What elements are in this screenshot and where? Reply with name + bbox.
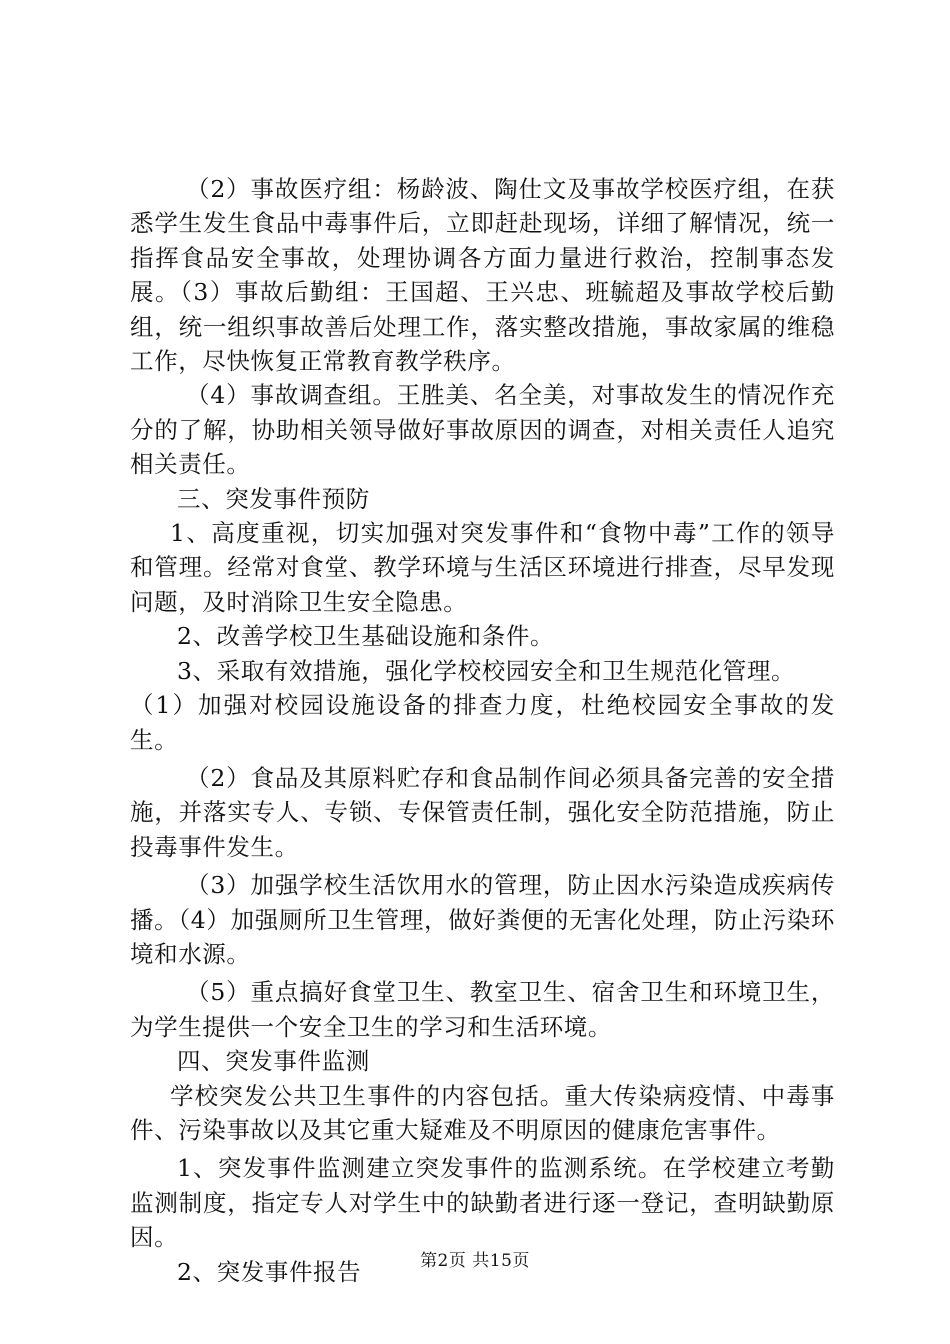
section-heading-prevention: 三、突发事件预防 xyxy=(177,484,370,513)
page-number-footer: 第2页 共15页 xyxy=(420,1251,530,1271)
document-body xyxy=(130,172,835,1289)
paragraph-prevention-3-item-5: （5）重点搞好食堂卫生、教室卫生、宿舍卫生和环境卫生，为学生提供一个安全卫生的学习和生活环境。 xyxy=(130,978,835,1041)
paragraph-prevention-3-item-1: （1）加强对校园设施设备的排查力度，杜绝校园安全事故的发生。 xyxy=(130,691,835,754)
paragraph-investigation-team: （4）事故调查组。王胜美、名全美，对事故发生的情况作充分的了解，协助相关领导做好事故原因的调查，对相关责任人追究相关责任。 xyxy=(130,381,835,479)
paragraph-monitoring-intro: 学校突发公共卫生事件的内容包括。重大传染病疫情、中毒事件、污染事故以及其它重大疑难及不明原因的健康危害事件。 xyxy=(130,1081,835,1144)
paragraph-monitoring-2: 2、突发事件报告 xyxy=(177,1257,362,1286)
paragraph-prevention-3: 3、采取有效措施，强化学校校园安全和卫生规范化管理。 xyxy=(177,656,796,685)
section-heading-monitoring: 四、突发事件监测 xyxy=(177,1047,370,1076)
paragraph-monitoring-1: 1、突发事件监测建立突发事件的监测系统。在学校建立考勤监测制度，指定专人对学生中的缺勤者进行逐一登记，查明缺勤原因。 xyxy=(130,1154,835,1252)
paragraph-prevention-2: 2、改善学校卫生基础设施和条件。 xyxy=(177,622,555,651)
paragraph-prevention-3-item-2: （2）食品及其原料贮存和食品制作间必须具备完善的安全措施，并落实专人、专锁、专保管责任制，强化安全防范措施，防止投毒事件发生。 xyxy=(130,763,835,861)
paragraph-medical-logistics-teams: （2）事故医疗组：杨龄波、陶仕文及事故学校医疗组，在获悉学生发生食品中毒事件后，立即赶赴现场，详细了解情况，统一指挥食品安全事故，处理协调各方面力量进行救治，控制事态发展。（3）事故后勤组：王国超、王兴忠、班毓超及事故学校后勤组，统一组织事故善后处理工作，落实整改措施，事故家属的维稳工作，尽快恢复正常教育教学秩序。 xyxy=(130,175,835,376)
paragraph-prevention-3-item-3-4: （3）加强学校生活饮用水的管理，防止因水污染造成疾病传播。（4）加强厕所卫生管理，做好粪便的无害化处理，防止污染环境和水源。 xyxy=(130,871,835,968)
paragraph-prevention-1: 1、高度重视，切实加强对突发事件和“食物中毒”工作的领导和管理。经常对食堂、教学环境与生活区环境进行排查，尽早发现问题，及时消除卫生安全隐患。 xyxy=(130,519,835,616)
